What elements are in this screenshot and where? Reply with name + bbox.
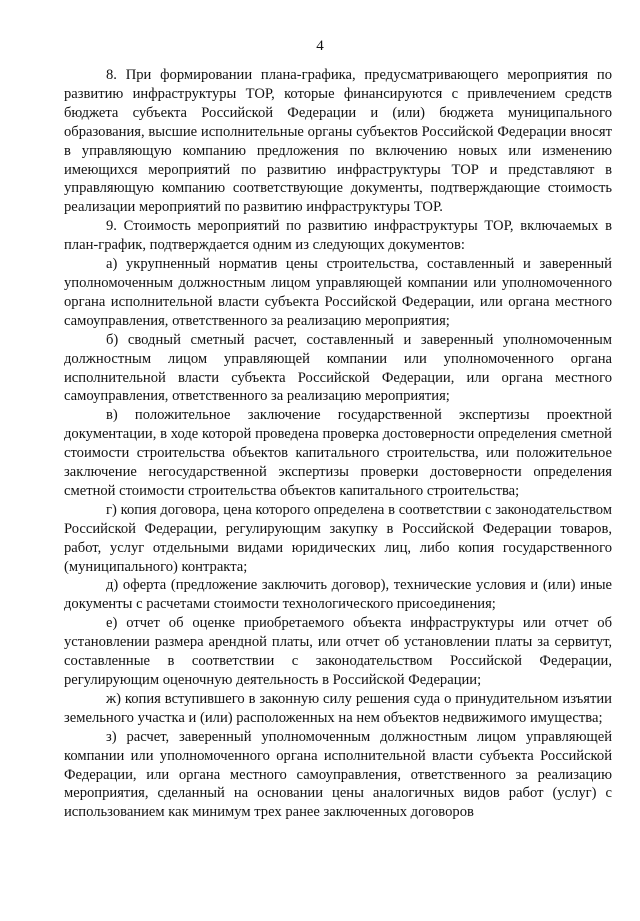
item-a: а) укрупненный норматив цены строительства, составленный и заверенный уполномоченным должностным лицом управляющей компании или уполномоченного органа исполнительной власти субъекта Российской Федерации, или органа местного самоуправления, ответственного за реализацию мероприятия; [64,256,612,329]
item-b: б) сводный сметный расчет, составленный и заверенный уполномоченным должностным лицом управляющей компании или уполномоченного органа исполнительной власти субъекта Российской Федерации, или органа местного самоуправления, ответственного за реализацию мероприятия; [64,331,612,405]
item-zh: ж) копия вступившего в законную силу решения суда о принудительном изъятии земельного участка и (или) расположенных на нем объектов недвижимого имущества; [64,690,612,726]
item-d: д) оферта (предложение заключить договор), технические условия и (или) иные документы с расчетами стоимости технологического присоединения; [64,577,612,613]
item-z: з) расчет, заверенный уполномоченным должностным лицом управляющей компании или уполномоченного органа исполнительной власти субъекта Российской Федерации, или органа местного самоуправления, ответственного за реализацию мероприятия, сделанный на основании цены аналогичных видов работ (услуг) с использованием как минимум трех ранее заключенных договоров [64,728,612,821]
paragraph-9: 9. Стоимость мероприятий по развитию инфраструктуры ТОР, включаемых в план-график, подтверждается одним из следующих документов: [64,218,612,254]
item-v: в) положительное заключение государственной экспертизы проектной документации, в ходе которой проведена проверка достоверности определения сметной стоимости строительства объектов капитального строительства, или положительное заключение негосударственной экспертизы проверки достоверности определения сметной стоимости строительства объектов капитального строительства; [64,407,612,499]
item-g: г) копия договора, цена которого определена в соответствии с законодательством Российской Федерации, регулирующим закупку в Российской Федерации товаров, работ, услуг отдельными видами юридических лиц, либо копия государственного (муниципального) контракта; [64,501,612,575]
item-e: е) отчет об оценке приобретаемого объекта инфраструктуры или отчет об установлении размера арендной платы, или отчет об установлении платы за сервитут, составленные в соответствии с законодательством Российской Федерации, регулирующим оценочную деятельность в Российской Федерации; [64,615,612,688]
paragraph-8: 8. При формировании плана-графика, предусматривающего мероприятия по развитию инфраструктуры ТОР, которые финансируются с привлечением средств бюджета субъекта Российской Федерации и (или) бюджета муниципального образования, высшие исполнительные органы субъектов Российской Федерации вносят в управляющую компанию предложения по включению новых или изменению имеющихся мероприятий по развитию инфраструктуры ТОР и представляют в управляющую компанию соответствующие документы, подтверждающие стоимость реализации мероприятий по развитию инфраструктуры ТОР. [64,67,612,216]
document-body [64,66,612,822]
page-number: 4 [316,38,324,54]
